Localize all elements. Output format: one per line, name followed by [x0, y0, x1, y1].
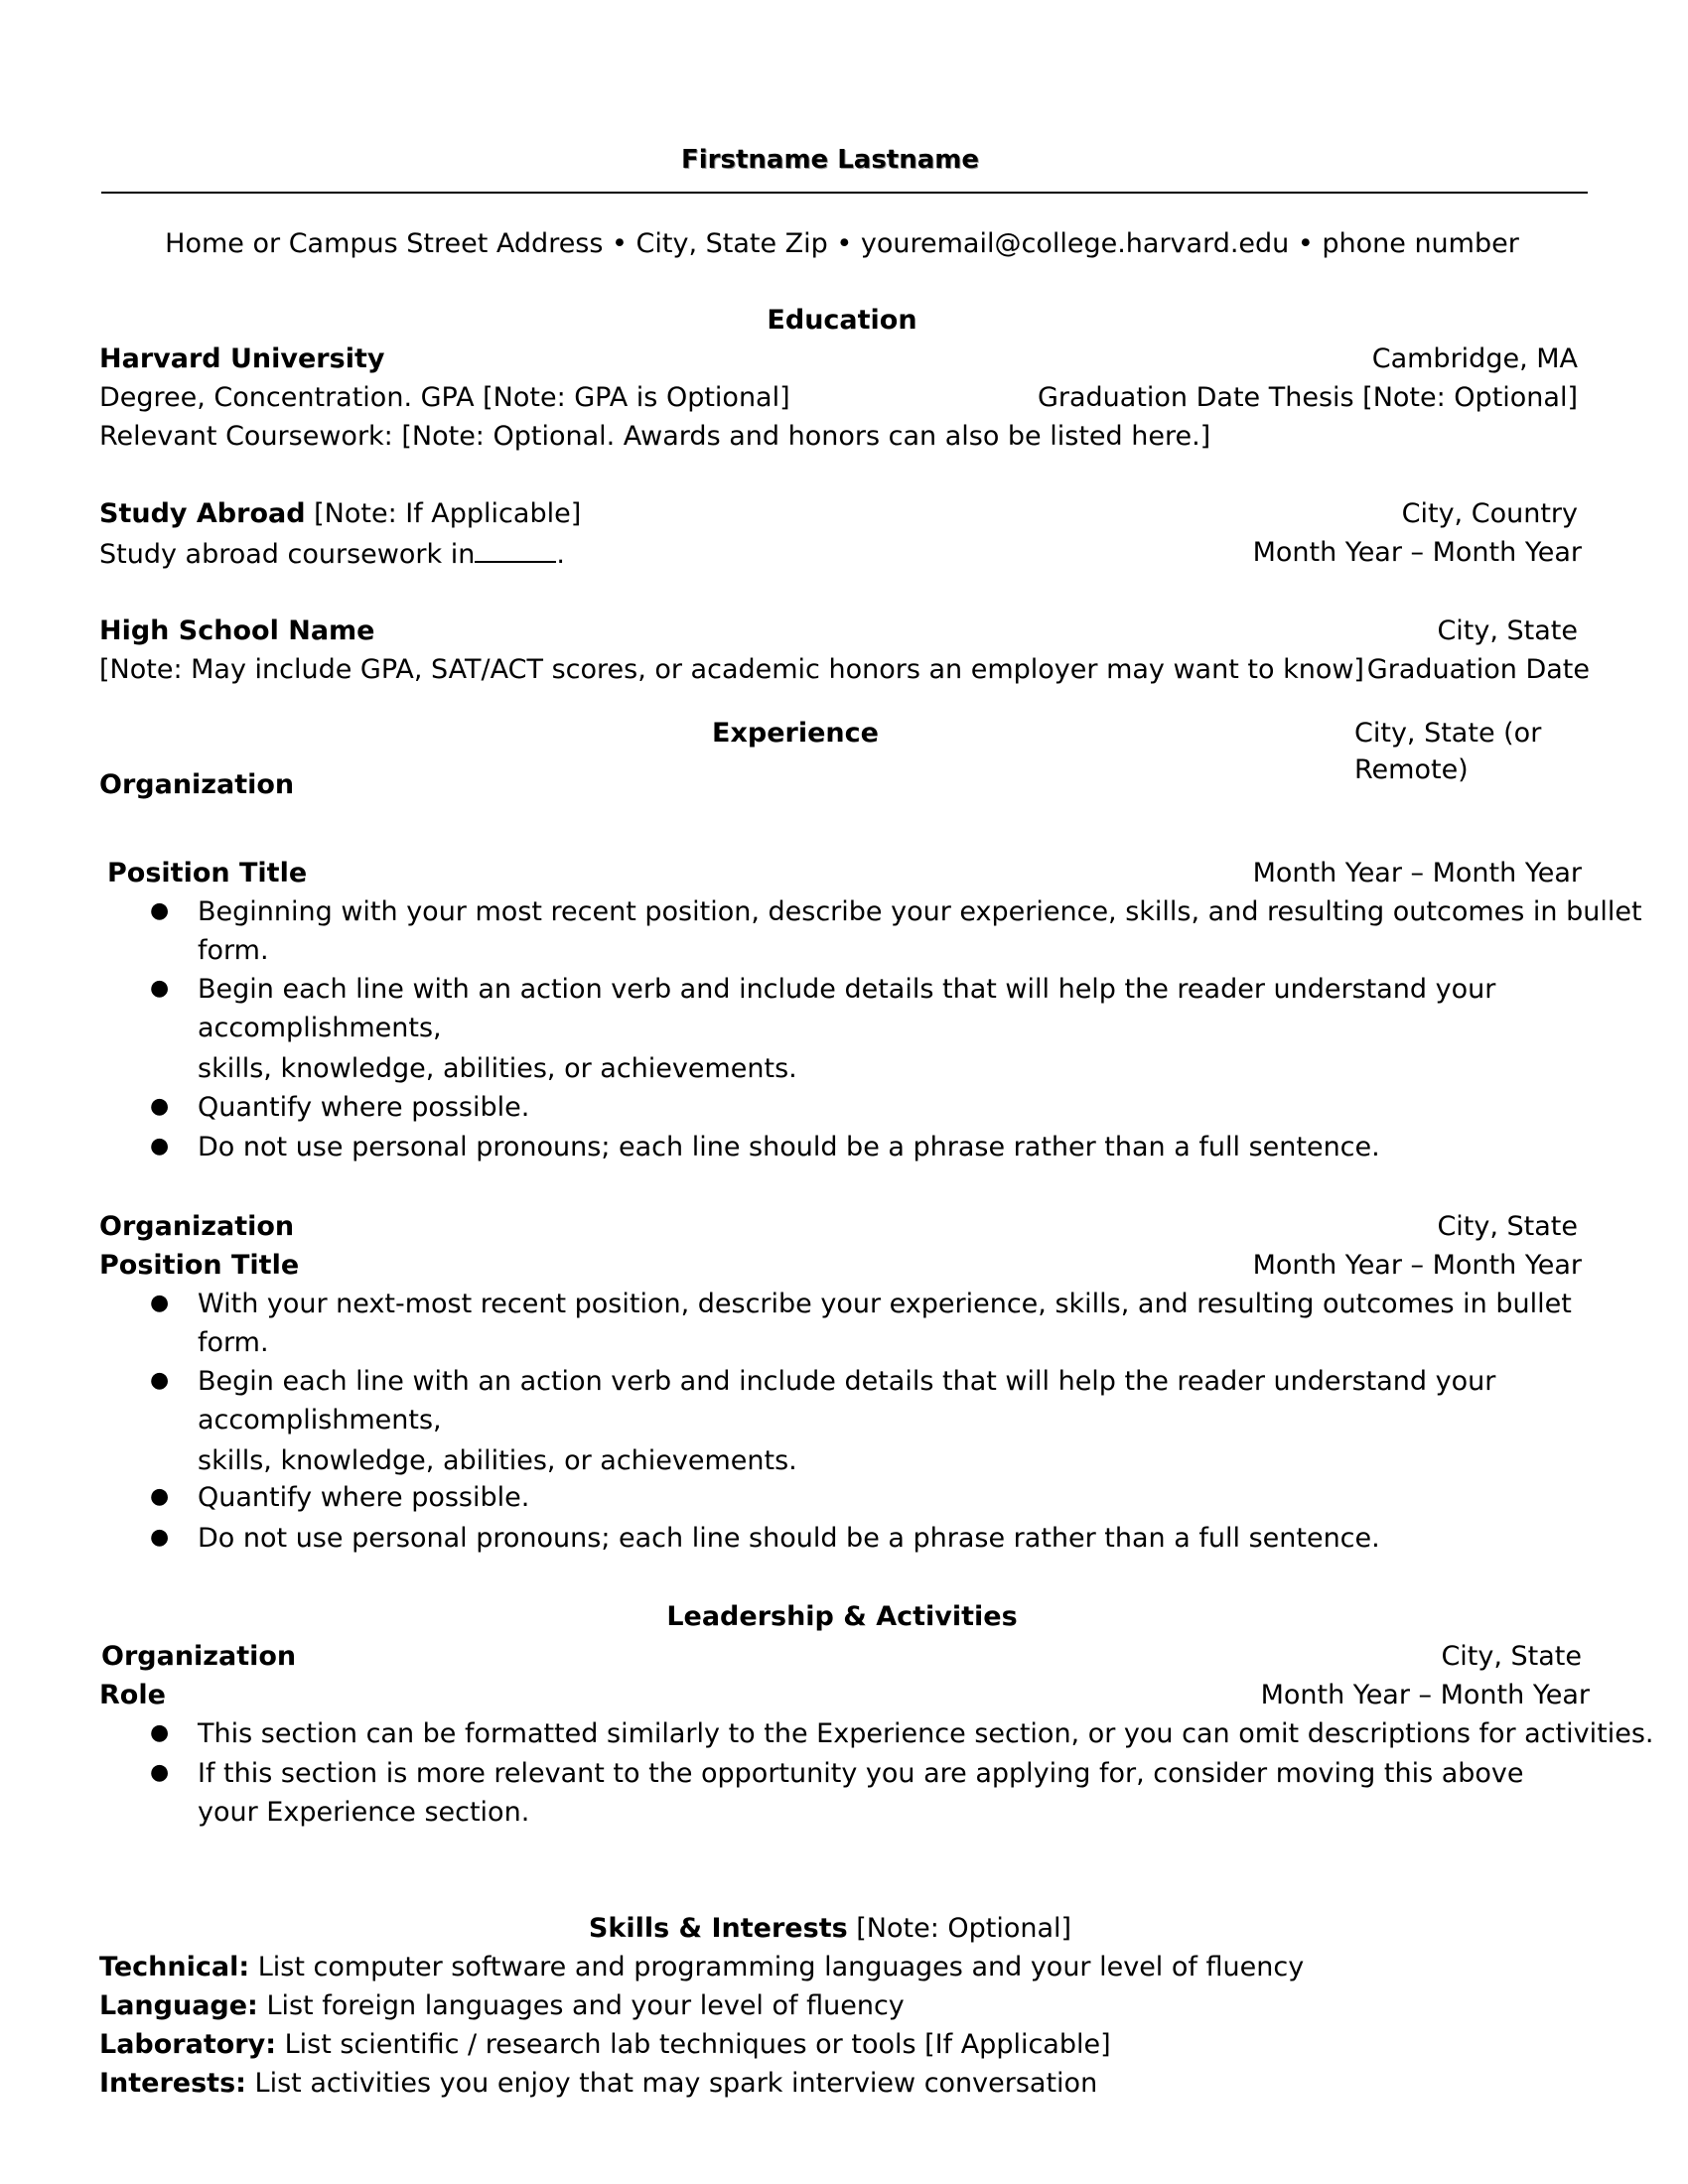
study-abroad-title-line — [99, 500, 581, 527]
job1-location-line1: City, State (or — [1354, 718, 1542, 749]
study-abroad-title: Study Abroad — [99, 498, 306, 529]
degree-line: Degree, Concentration. GPA [Note: GPA is Optional] — [99, 382, 790, 413]
skills-technical — [99, 1954, 1304, 1980]
job2-bullet-2-cont2: skills, knowledge, abilities, or achievements. — [198, 1445, 797, 1476]
leadership-bullet-1: This section can be formatted similarly to the Experience section, or you can omit descriptions for activities. — [198, 1718, 1654, 1749]
skills-technical-text: List computer software and programming languages and your level of fluency — [249, 1952, 1305, 1982]
bullet-icon: ● — [150, 1484, 170, 1509]
job1-bullet-2: Begin each line with an action verb and include details that will help the reader understand your — [198, 974, 1496, 1005]
skills-laboratory — [99, 2031, 1111, 2058]
job1-organization: Organization — [99, 769, 295, 800]
job1-bullet-2-cont: accomplishments, — [198, 1013, 442, 1043]
university-name: Harvard University — [99, 343, 385, 374]
job2-bullet-2: Begin each line with an action verb and include details that will help the reader understand your — [198, 1366, 1496, 1397]
bullet-icon: ● — [150, 898, 170, 923]
leadership-bullet-2: If this section is more relevant to the opportunity you are applying for, consider moving this above — [198, 1758, 1524, 1789]
skills-interests — [99, 2070, 1097, 2097]
skills-technical-label: Technical: — [99, 1952, 250, 1982]
bullet-icon: ● — [150, 976, 170, 1001]
skills-heading: Skills & Interests — [588, 1913, 848, 1944]
bullet-icon: ● — [150, 1291, 170, 1315]
skills-language-label: Language: — [99, 1990, 258, 2021]
leadership-role: Role — [99, 1680, 166, 1710]
job1-bullet-1: Beginning with your most recent position, describe your experience, skills, and resulting outcomes in bullet — [198, 896, 1642, 927]
skills-language — [99, 1992, 905, 2019]
job2-bullet-4: Do not use personal pronouns; each line should be a phrase rather than a full sentence. — [198, 1523, 1380, 1554]
job1-dates: Month Year – Month Year — [1252, 858, 1582, 888]
job2-location: City, State — [1437, 1211, 1578, 1242]
leadership-location: City, State — [1441, 1641, 1582, 1672]
job2-organization: Organization — [99, 1211, 295, 1242]
skills-laboratory-label: Laboratory: — [99, 2029, 277, 2060]
graduation-thesis-line: Graduation Date Thesis [Note: Optional] — [1037, 382, 1578, 413]
skills-heading-line — [589, 1915, 1071, 1942]
bullet-icon: ● — [150, 1094, 170, 1119]
skills-language-text: List foreign languages and your level of fluency — [257, 1990, 905, 2021]
job2-bullet-1-cont: form. — [198, 1327, 269, 1358]
bullet-icon: ● — [150, 1368, 170, 1393]
leadership-heading: Leadership & Activities — [666, 1601, 1018, 1632]
education-heading: Education — [767, 305, 917, 336]
leadership-dates: Month Year – Month Year — [1260, 1680, 1590, 1710]
job1-bullet-1-cont: form. — [198, 935, 269, 966]
skills-interests-label: Interests: — [99, 2068, 246, 2099]
job2-dates: Month Year – Month Year — [1252, 1250, 1582, 1281]
high-school-graduation: Graduation Date — [1366, 654, 1590, 685]
resume-name: Firstname Lastname — [680, 145, 980, 175]
job2-bullet-1: With your next-most recent position, describe your experience, skills, and resulting outcomes in bullet — [198, 1289, 1572, 1319]
job1-location-line2: Remote) — [1354, 754, 1469, 785]
coursework-line: Relevant Coursework: [Note: Optional. Awards and honors can also be listed here.] — [99, 421, 1211, 452]
job1-bullet-4: Do not use personal pronouns; each line should be a phrase rather than a full sentence. — [198, 1132, 1380, 1162]
study-abroad-coursework-end: . — [556, 539, 565, 570]
job1-bullet-3: Quantify where possible. — [198, 1092, 530, 1123]
high-school-note: [Note: May include GPA, SAT/ACT scores, or academic honors an employer may want to know] — [99, 654, 1364, 685]
contact-line: Home or Campus Street Address • City, State Zip • youremail@college.harvard.edu • phone number — [165, 228, 1519, 259]
study-abroad-note: [Note: If Applicable] — [305, 498, 582, 529]
study-abroad-location: City, Country — [1401, 498, 1578, 529]
high-school-name: High School Name — [99, 615, 375, 646]
job1-bullet-2-cont2: skills, knowledge, abilities, or achievements. — [198, 1053, 797, 1084]
job2-position: Position Title — [99, 1250, 300, 1281]
university-location: Cambridge, MA — [1371, 343, 1578, 374]
skills-interests-text: List activities you enjoy that may spark interview conversation — [245, 2068, 1098, 2099]
fill-in-blank — [475, 539, 556, 563]
bullet-icon: ● — [150, 1720, 170, 1745]
study-abroad-coursework-text: Study abroad coursework in — [99, 539, 476, 570]
leadership-bullet-2-cont: your Experience section. — [198, 1797, 530, 1828]
job1-position: Position Title — [107, 858, 308, 888]
bullet-icon: ● — [150, 1525, 170, 1550]
job2-bullet-2-cont: accomplishments, — [198, 1405, 442, 1435]
study-abroad-dates: Month Year – Month Year — [1252, 537, 1582, 568]
skills-heading-note: [Note: Optional] — [847, 1913, 1072, 1944]
job2-bullet-3: Quantify where possible. — [198, 1482, 530, 1513]
bullet-icon: ● — [150, 1134, 170, 1159]
leadership-organization: Organization — [101, 1641, 297, 1672]
experience-heading: Experience — [712, 718, 879, 749]
bullet-icon: ● — [150, 1760, 170, 1785]
skills-laboratory-text: List scientific / research lab techniques or tools [If Applicable] — [276, 2029, 1111, 2060]
header-rule — [101, 192, 1588, 194]
study-abroad-coursework — [99, 539, 565, 568]
high-school-location: City, State — [1437, 615, 1578, 646]
